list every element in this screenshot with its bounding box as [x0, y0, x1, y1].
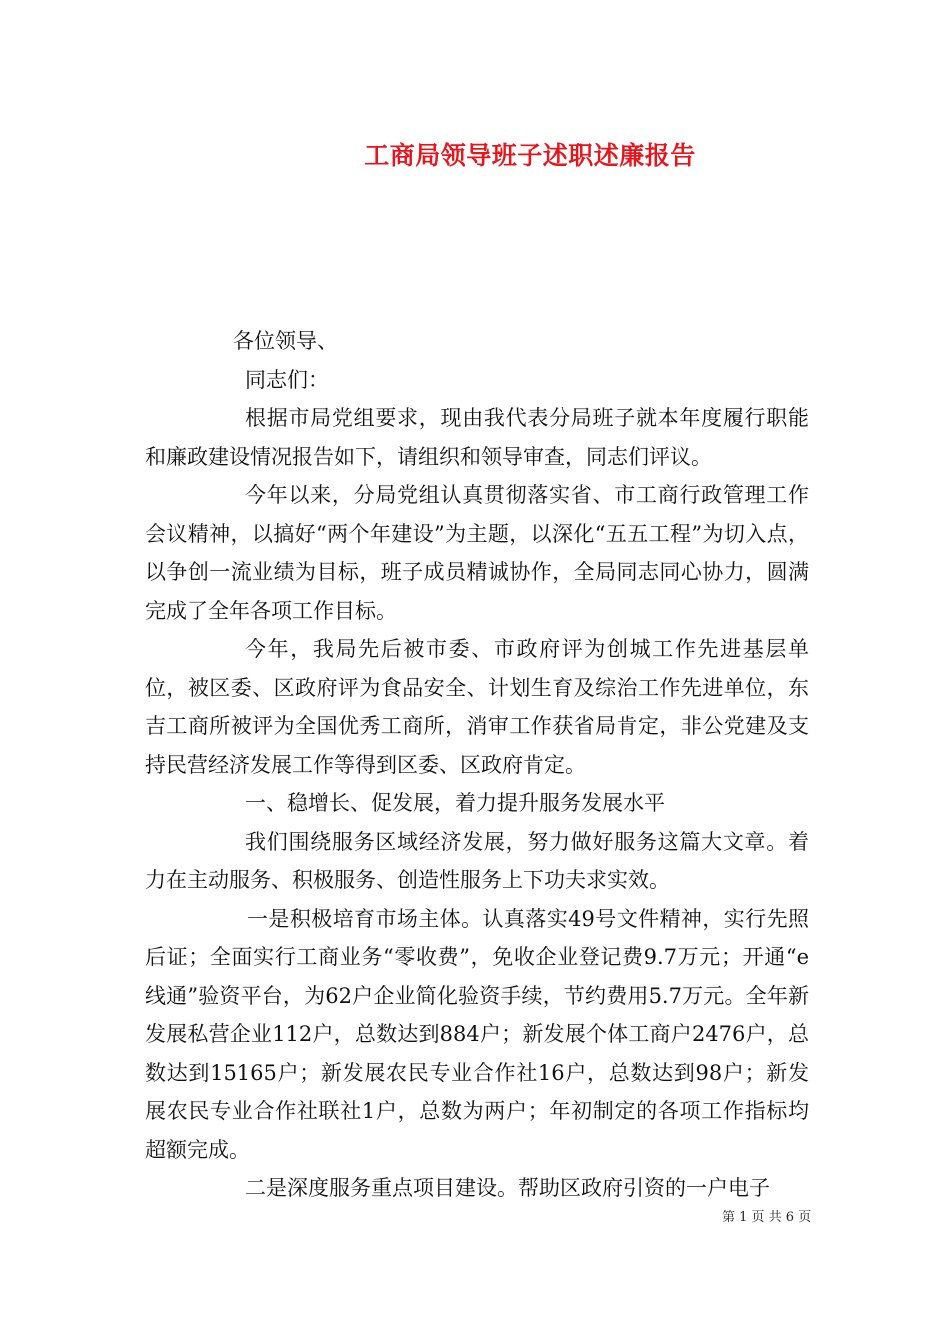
section-heading-1: 一、稳增长、促发展，着力提升服务发展水平 [245, 791, 665, 815]
salutation-comrades: 同志们： [245, 367, 329, 392]
paragraph-key-projects: 二是深度服务重点项目建设。帮助区政府引资的一户电子 [245, 1176, 770, 1200]
paragraph-honors: 今年，我局先后被市委、市政府评为创城工作先进基层单位，被区委、区政府评为食品安全、计划生育及综治工作先进单位，东吉工商所被评为全国优秀工商所，消审工作获省局肯定，非公党建及支持民营经济发展工作等得到区委、区政府肯定。 [145, 637, 809, 777]
paragraph-service: 我们围绕服务区域经济发展，努力做好服务这篇大文章。着力在主动服务、积极服务、创造性服务上下功夫求实效。 [145, 829, 809, 892]
salutation-leaders: 各位领导、 [233, 329, 338, 353]
document-body [145, 322, 809, 1208]
page-indicator: 第 1 页 共 6 页 [722, 1210, 812, 1225]
paragraph-intro: 根据市局党组要求，现由我代表分局班子就本年度履行职能和廉政建设情况报告如下，请组织和领导审查，同志们评议。 [145, 406, 809, 469]
document-title: 工商局领导班子述职述廉报告 [364, 141, 696, 170]
paragraph-summary: 今年以来，分局党组认真贯彻落实省、市工商行政管理工作会议精神，以搞好“两个年建设”为主题，以深化“五五工程”为切入点，以争创一流业绩为目标，班子成员精诚协作，全局同志同心协力，圆满完成了全年各项工作目标。 [145, 483, 809, 623]
paragraph-market-entities: 一是积极培育市场主体。认真落实49号文件精神，实行先照后证；全面实行工商业务“零收费”，免收企业登记费9.7万元；开通“e线通”验资平台，为62户企业简化验资手续，节约费用5.7万元。全年新发展私营企业112户，总数达到884户；新发展个体工商户2476户，总数达到15165户；新发展农民专业合作社16户，总数达到98户；新发展农民专业合作社联社1户，总数为两户；年初制定的各项工作指标均超额完成。 [145, 906, 809, 1162]
